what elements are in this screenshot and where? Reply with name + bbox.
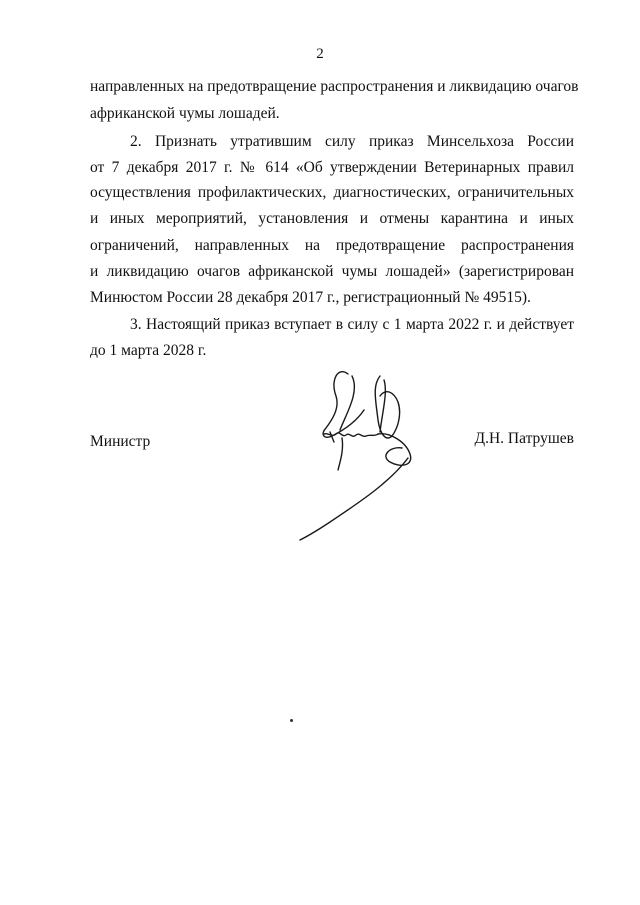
text-line: ограничений, направленных на предотвращение распространения — [90, 237, 574, 254]
handwritten-signature — [290, 362, 440, 542]
text-line: до 1 марта 2028 г. — [90, 342, 207, 359]
signatory-name: Д.Н. Патрушев — [474, 430, 574, 447]
text-line: Минюстом России 28 декабря 2017 г., регистрационный № 49515). — [90, 289, 531, 306]
text-line: и ликвидацию очагов африканской чумы лошадей» (зарегистрирован — [90, 263, 574, 280]
text-line: от 7 декабря 2017 г. № 614 «Об утверждении Ветеринарных правил — [90, 159, 574, 176]
scan-speck — [290, 719, 293, 722]
signatory-title: Министр — [90, 433, 151, 450]
text-line: направленных на предотвращение распространения и ликвидацию очагов — [90, 78, 579, 95]
text-line: 3. Настоящий приказ вступает в силу с 1 марта 2022 г. и действует — [130, 316, 574, 333]
text-line: осуществления профилактических, диагностических, ограничительных — [90, 184, 574, 201]
text-line: 2. Признать утратившим силу приказ Минсельхоза России — [130, 133, 574, 150]
text-line: и иных мероприятий, установления и отмены карантина и иных — [90, 210, 574, 227]
text-line: африканской чумы лошадей. — [90, 105, 280, 122]
page-number: 2 — [316, 46, 324, 62]
